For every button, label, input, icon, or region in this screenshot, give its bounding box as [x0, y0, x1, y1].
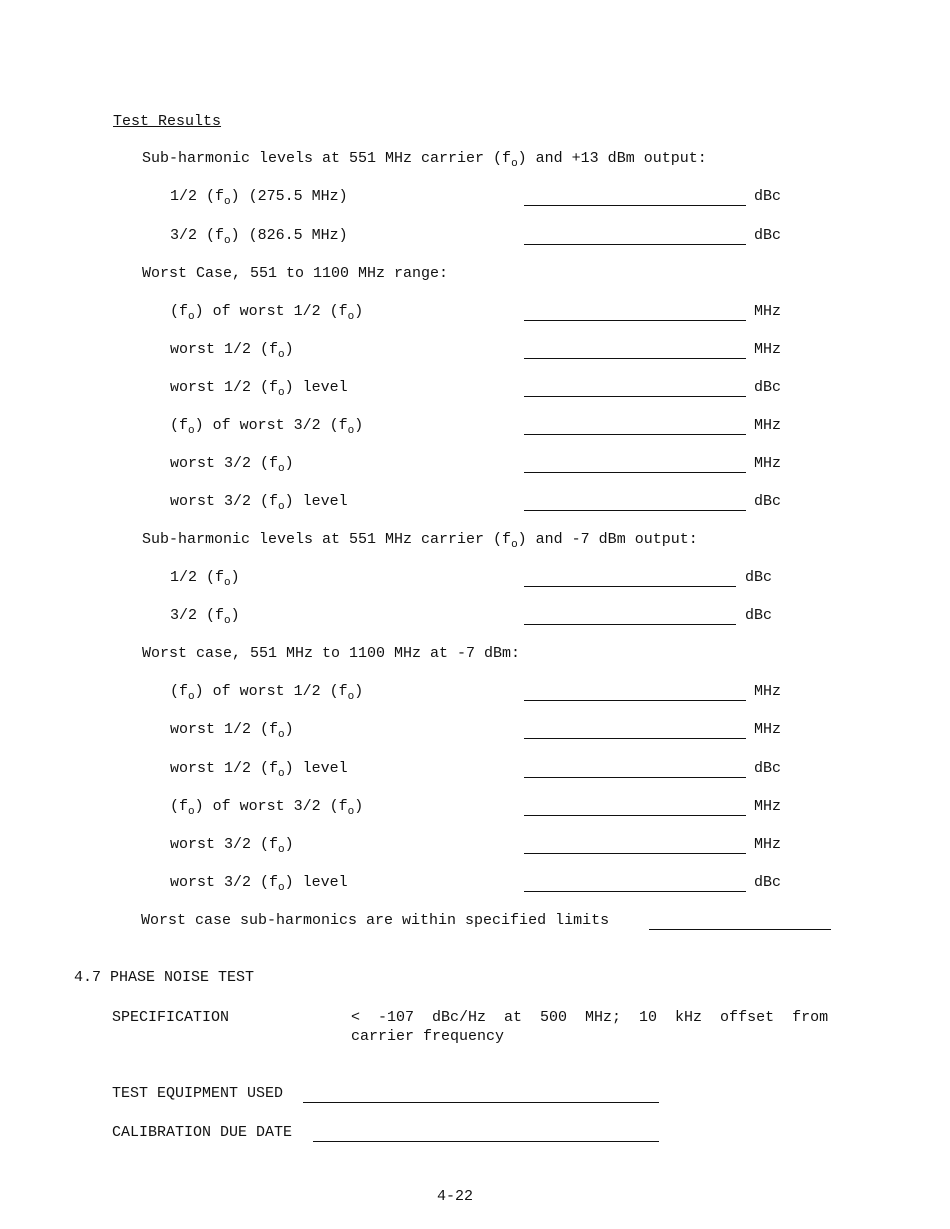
sec4-row-1-blank[interactable] — [524, 700, 746, 701]
sec2-row-1-blank[interactable] — [524, 320, 746, 321]
calibration-due-blank[interactable] — [313, 1141, 659, 1142]
sec4-row-3-label: worst 1/2 $(f_o)$ level — [170, 760, 348, 780]
sec2-row-1-unit: MHz — [754, 303, 782, 320]
sec4-row-2-unit: MHz — [754, 721, 782, 738]
sec2-row-4-unit: MHz — [754, 417, 782, 434]
page-number: 4-22 — [437, 1188, 474, 1205]
sec3-row-2-blank[interactable] — [524, 624, 736, 625]
sec4-row-6-label: worst 3/2 $(f_o)$ level — [170, 874, 348, 894]
sec2-row-3-label: worst 1/2 $(f_o)$ level — [170, 379, 348, 399]
sec2-row-2-unit: MHz — [754, 341, 782, 358]
sec4-row-5-unit: MHz — [754, 836, 782, 853]
sec3-heading: Sub-harmonic levels at 551 MHz carrier $(f_o)$ and -7 dBm output: — [142, 531, 698, 551]
sec4-row-3-blank[interactable] — [524, 777, 746, 778]
calibration-due-label: CALIBRATION DUE DATE — [112, 1124, 293, 1141]
section-title: Test Results — [113, 113, 222, 130]
sec1-row-1-label: 1/2 $(f_o)$ (275.5 MHz) — [170, 188, 348, 208]
sec4-row-1-unit: MHz — [754, 683, 782, 700]
sec4-row-2-blank[interactable] — [524, 738, 746, 739]
sec4-row-4-blank[interactable] — [524, 815, 746, 816]
sec2-row-5-blank[interactable] — [524, 472, 746, 473]
worst-case-limits-label: Worst case sub-harmonics are within specified limits — [141, 912, 610, 929]
sec1-heading: Sub-harmonic levels at 551 MHz carrier $(f_o)$ and +13 dBm output: — [142, 150, 707, 170]
sec3-row-2-unit: dBc — [745, 607, 773, 624]
sec4-row-6-blank[interactable] — [524, 891, 746, 892]
sec4-row-3-unit: dBc — [754, 760, 782, 777]
sec2-row-2-blank[interactable] — [524, 358, 746, 359]
sec2-row-6-label: worst 3/2 $(f_o)$ level — [170, 493, 348, 513]
sec4-row-2-label: worst 1/2 $(f_o)$ — [170, 721, 294, 741]
sec1-row-2-label: 3/2 $(f_o)$ (826.5 MHz) — [170, 227, 348, 247]
sec3-row-1-unit: dBc — [745, 569, 773, 586]
sec2-row-3-unit: dBc — [754, 379, 782, 396]
specification-line-1: < -107 dBc/Hz at 500 MHz; 10 kHz offset from — [351, 1009, 829, 1026]
sec4-row-1-label: $(f_o)$ of worst 1/2 $(f_o)$ — [170, 683, 364, 703]
sec3-row-2-label: 3/2 $(f_o)$ — [170, 607, 240, 627]
sec2-row-1-label: $(f_o)$ of worst 1/2 $(f_o)$ — [170, 303, 364, 323]
test-equipment-blank[interactable] — [303, 1102, 659, 1103]
sec4-row-6-unit: dBc — [754, 874, 782, 891]
worst-case-limits-blank[interactable] — [649, 929, 831, 930]
sec2-heading: Worst Case, 551 to 1100 MHz range: — [142, 265, 449, 282]
specification-label: SPECIFICATION — [112, 1009, 230, 1026]
sec2-row-2-label: worst 1/2 $(f_o)$ — [170, 341, 294, 361]
sec2-row-3-blank[interactable] — [524, 396, 746, 397]
sec4-row-4-unit: MHz — [754, 798, 782, 815]
sec3-row-1-label: 1/2 $(f_o)$ — [170, 569, 240, 589]
sec2-row-5-label: worst 3/2 $(f_o)$ — [170, 455, 294, 475]
sec2-row-6-blank[interactable] — [524, 510, 746, 511]
sec2-row-5-unit: MHz — [754, 455, 782, 472]
specification-line-2: carrier frequency — [351, 1028, 505, 1045]
sec3-row-1-blank[interactable] — [524, 586, 736, 587]
test-equipment-label: TEST EQUIPMENT USED — [112, 1085, 284, 1102]
sec1-row-1-unit: dBc — [754, 188, 782, 205]
sec4-row-5-label: worst 3/2 $(f_o)$ — [170, 836, 294, 856]
sec2-row-4-label: $(f_o)$ of worst 3/2 $(f_o)$ — [170, 417, 364, 437]
sec2-row-6-unit: dBc — [754, 493, 782, 510]
sec2-row-4-blank[interactable] — [524, 434, 746, 435]
sec1-row-1-blank[interactable] — [524, 205, 746, 206]
sec1-row-2-unit: dBc — [754, 227, 782, 244]
sec4-row-4-label: $(f_o)$ of worst 3/2 $(f_o)$ — [170, 798, 364, 818]
sec1-row-2-blank[interactable] — [524, 244, 746, 245]
sec4-row-5-blank[interactable] — [524, 853, 746, 854]
sec4-heading: Worst case, 551 MHz to 1100 MHz at -7 dBm: — [142, 645, 521, 662]
phase-noise-heading: 4.7 PHASE NOISE TEST — [74, 969, 255, 986]
